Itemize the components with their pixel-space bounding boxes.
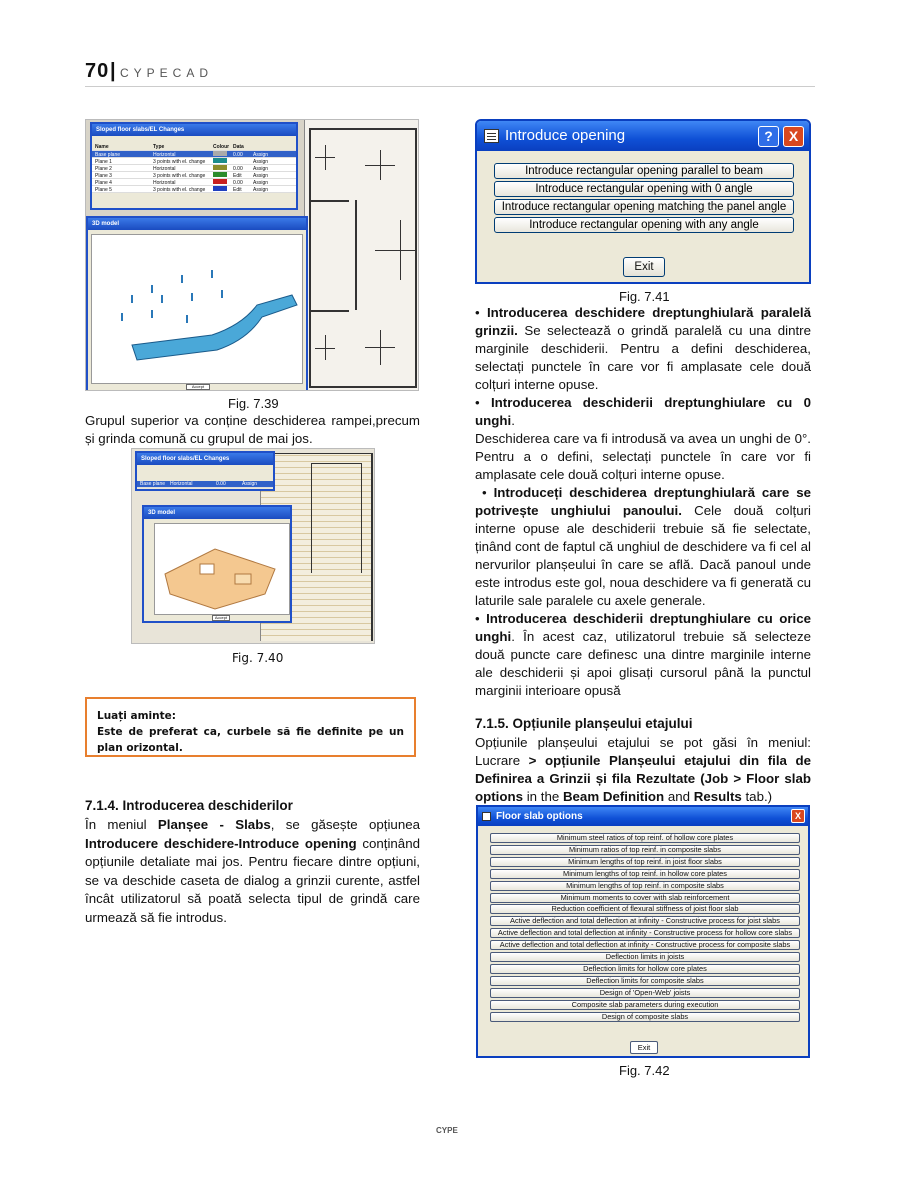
figure-7-39-caption: Fig. 7.39 xyxy=(228,396,279,411)
sloped-slabs-title-2: Sloped floor slabs/EL Changes xyxy=(137,453,273,465)
floor-slab-option-button[interactable]: Active deflection and total deflection at infinity - Constructive process for composite slabs xyxy=(490,940,800,950)
sloped-slabs-title: Sloped floor slabs/EL Changes xyxy=(92,124,296,136)
bullet-zero-angle: • Introducerea deschiderii dreptunghiulare cu 0 unghi. xyxy=(475,395,811,428)
floor-slab-option-button[interactable]: Deflection limits in joists xyxy=(490,952,800,962)
floor-slab-option-button[interactable]: Minimum moments to cover with slab reinforcement xyxy=(490,893,800,903)
note-text: Este de preferat ca, curbele să fie definite pe un plan orizontal. xyxy=(97,726,404,754)
floor-slab-option-button[interactable]: Design of composite slabs xyxy=(490,1012,800,1022)
note-title: Luați aminte: xyxy=(97,710,176,722)
header-brand: CYPECAD xyxy=(120,66,214,80)
table-row[interactable]: Plane 2 Horizontal 0.00 Assign xyxy=(92,165,296,172)
table-row[interactable]: Base plane Horizontal 0.00 Assign xyxy=(92,151,296,158)
fso-titlebar xyxy=(478,807,808,826)
opening-panel-angle-button[interactable]: Introduce rectangular opening matching the panel angle xyxy=(494,199,794,215)
bullet-panel-angle: • Introduceți deschiderea dreptunghiulară care se potrivește unghiului panoului. Cele două colțuri interne opuse ale deschiderii trebuie să fie selectate, ținând cont de faptul că unghiul de deschidere va fi cel al nervurilor planșeului în care se află. Dacă panoul unde este introdus este gol, noua deschidere va fi generată cu laturile sale paralele cu axele generale. xyxy=(475,485,811,608)
section-7-1-4-heading: 7.1.4. Introducerea deschiderilor xyxy=(85,798,293,813)
floor-slab-option-button[interactable]: Minimum lengths of top reinf. in composite slabs xyxy=(490,881,800,891)
close-button[interactable]: X xyxy=(783,126,804,147)
floor-slab-option-button[interactable]: Composite slab parameters during execution xyxy=(490,1000,800,1010)
note-box xyxy=(85,697,416,757)
bullet-parallel: • Introducerea deschidere dreptunghiulară paralelă grinzii. Se selectează o grindă paralelă cu una dintre marginile deschiderii. Pentru a defini deschiderea, selectați punctele în care vor fi amplasate cele două colțuri interne opuse. xyxy=(475,305,811,392)
floor-slab-option-button[interactable]: Reduction coefficient of flexural stiffness of joist floor slab xyxy=(490,904,800,914)
floor-slab-option-button[interactable]: Deflection limits for composite slabs xyxy=(490,976,800,986)
3d-slab-drawing xyxy=(155,524,291,616)
opening-parallel-to-beam-button[interactable]: Introduce rectangular opening parallel to beam xyxy=(494,163,794,179)
sloped-slabs-window xyxy=(90,122,298,210)
zero-angle-text: Deschiderea care va fi introdusă va avea un unghi de 0°. Pentru a o defini, selectați punctele în care vor fi amplasate cele două colțuri interne opuse. xyxy=(475,431,811,482)
bullet-any-angle: • Introducerea deschiderii dreptunghiulare cu orice unghi. În acest caz, utilizatorul trebuie să selecteze două puncte care definesc una dintre marginile interne ale deschiderii și apoi glisați cursorul până la punctul marginii interioare opusă xyxy=(475,611,811,698)
dialog-title: Introduce opening xyxy=(505,127,626,144)
header-separator: | xyxy=(110,60,116,82)
floor-slab-option-button[interactable]: Active deflection and total deflection at infinity - Constructive process for hollow core slabs xyxy=(490,928,800,938)
accept-button[interactable]: Accept xyxy=(186,384,210,390)
figure-7-42-caption: Fig. 7.42 xyxy=(619,1063,670,1078)
floor-slab-option-button[interactable]: Minimum ratios of top reinf. in composite slabs xyxy=(490,845,800,855)
3d-view-window-2 xyxy=(142,505,292,623)
section-7-1-5-text: Opțiunile planșeului etajului se pot găsi în meniul: Lucrare > opțiunile Planșeului etajului din fila de Definirea a Grinzii și fila Rezultate (Job > Floor slab options in the Beam Definition and Results tab.) xyxy=(475,735,812,804)
accept-button-2[interactable]: Accept xyxy=(212,615,230,621)
header-rule xyxy=(85,86,815,87)
table-row[interactable]: Plane 4 Horizontal 0.00 Assign xyxy=(92,179,296,186)
3d-model-canvas xyxy=(91,234,303,384)
opening-any-angle-button[interactable]: Introduce rectangular opening with any angle xyxy=(494,217,794,233)
section-7-1-4-text: În meniul Planșee - Slabs, se găsește opțiunea Introducere deschidere-Introduce opening conținând opțiunile detaliate mai jos. Pentru fiecare dintre opțiuni, se va deschide caseta de dialog a grinzii curente, astfel încât utilizatorul să poată selecta tipul de grindă care urmează să fie introdus. xyxy=(85,817,420,925)
figure-7-39-image xyxy=(85,119,419,391)
section-7-1-5-heading: 7.1.5. Opțiunile planșeului etajului xyxy=(475,716,693,731)
opening-zero-angle-button[interactable]: Introduce rectangular opening with 0 angle xyxy=(494,181,794,197)
close-button[interactable]: X xyxy=(791,809,805,823)
floor-slab-option-button[interactable]: Minimum lengths of top reinf. in joist floor slabs xyxy=(490,857,800,867)
dialog-list-icon xyxy=(482,812,491,821)
page-number: 70 xyxy=(85,60,110,82)
dialog-list-icon xyxy=(484,129,499,143)
floor-plan xyxy=(304,120,419,391)
floor-slab-options-dialog xyxy=(476,805,810,1058)
table-row[interactable]: Plane 3 3 points with el. change Edit Assign xyxy=(92,172,296,179)
figure-7-41-caption: Fig. 7.41 xyxy=(619,289,670,304)
bullet-list xyxy=(475,304,811,700)
table-row[interactable]: Plane 5 3 points with el. change Edit Assign xyxy=(92,186,296,193)
floor-slab-option-button[interactable]: Minimum lengths of top reinf. in hollow core plates xyxy=(490,869,800,879)
floor-slab-option-button[interactable]: Active deflection and total deflection at infinity - Constructive process for joist slabs xyxy=(490,916,800,926)
help-button[interactable]: ? xyxy=(758,126,779,147)
figure-7-40-caption: Fig. 7.40 xyxy=(232,651,284,665)
exit-button[interactable]: Exit xyxy=(623,257,665,277)
table-header: Name Type Colour Data xyxy=(92,144,296,151)
sloped-slabs-window-2 xyxy=(135,451,275,491)
dialog-titlebar xyxy=(477,121,809,151)
3d-model-canvas-2 xyxy=(154,523,290,615)
floor-slab-option-button[interactable]: Minimum steel ratios of top reinf. of hollow core plates xyxy=(490,833,800,843)
3d-view-window xyxy=(86,216,308,391)
introduce-opening-dialog xyxy=(475,119,811,284)
3d-view-title-2: 3D model xyxy=(144,507,290,519)
footer-brand: CYPE xyxy=(436,1126,458,1135)
paragraph-upper-group: Grupul superior va conține deschiderea rampei,precum și grinda comună cu grupul de mai jos. xyxy=(85,413,420,446)
figure-7-40-image xyxy=(131,448,375,644)
table-row[interactable]: Plane 1 3 points with el. change Assign xyxy=(92,158,296,165)
3d-ramp-drawing xyxy=(92,235,304,385)
table-row[interactable]: Base plane Horizontal 0.00 Assign xyxy=(137,481,273,488)
fso-title: Floor slab options xyxy=(496,811,583,822)
floor-slab-option-button[interactable]: Design of 'Open-Web' joists xyxy=(490,988,800,998)
floor-slab-option-button[interactable]: Deflection limits for hollow core plates xyxy=(490,964,800,974)
exit-button[interactable]: Exit xyxy=(630,1041,658,1054)
3d-view-title: 3D model xyxy=(88,218,306,230)
